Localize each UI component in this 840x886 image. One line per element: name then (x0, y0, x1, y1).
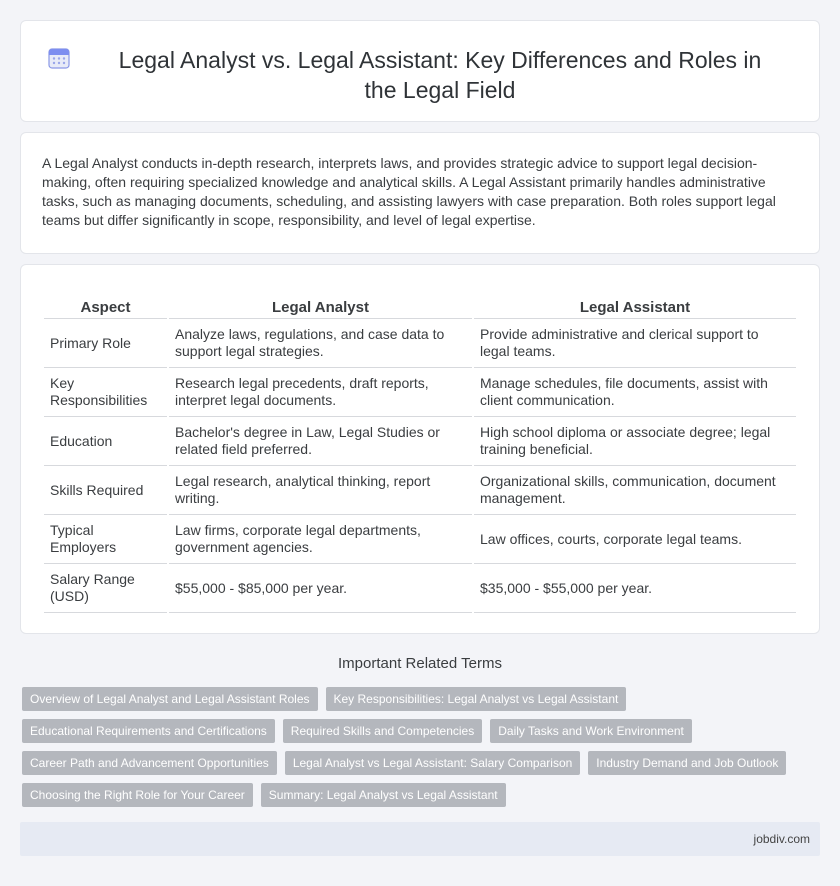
row-aspect: Salary Range (USD) (44, 564, 167, 613)
header-legal-assistant: Legal Assistant (474, 295, 796, 319)
related-tag[interactable]: Industry Demand and Job Outlook (588, 751, 786, 775)
related-tag[interactable]: Required Skills and Competencies (283, 719, 482, 743)
page-title: Legal Analyst vs. Legal Assistant: Key Differences and Roles in the Legal Field (118, 47, 762, 103)
comparison-card (20, 264, 820, 634)
row-analyst: Bachelor's degree in Law, Legal Studies or related field preferred. (169, 417, 472, 466)
table-row (44, 319, 796, 368)
related-tag[interactable]: Career Path and Advancement Opportunities (22, 751, 277, 775)
row-assistant: Organizational skills, communication, document management. (474, 466, 796, 515)
row-analyst: Legal research, analytical thinking, report writing. (169, 466, 472, 515)
related-tag[interactable]: Summary: Legal Analyst vs Legal Assistant (261, 783, 506, 807)
related-terms-tags (22, 687, 802, 807)
row-analyst: Analyze laws, regulations, and case data to support legal strategies. (169, 319, 472, 368)
row-analyst: Law firms, corporate legal departments, government agencies. (169, 515, 472, 564)
footer (20, 822, 820, 856)
table-row (44, 368, 796, 417)
related-terms-title: Important Related Terms (338, 655, 502, 672)
table-row (44, 515, 796, 564)
row-analyst: $55,000 - $85,000 per year. (169, 564, 472, 613)
related-tag[interactable]: Key Responsibilities: Legal Analyst vs Legal Assistant (326, 687, 627, 711)
row-aspect: Primary Role (44, 319, 167, 368)
row-assistant: High school diploma or associate degree; legal training beneficial. (474, 417, 796, 466)
row-aspect: Education (44, 417, 167, 466)
table-row (44, 564, 796, 613)
table-row (44, 417, 796, 466)
table-row (44, 466, 796, 515)
row-aspect: Skills Required (44, 466, 167, 515)
row-analyst: Research legal precedents, draft reports, interpret legal documents. (169, 368, 472, 417)
related-tag[interactable]: Daily Tasks and Work Environment (490, 719, 692, 743)
comparison-table (42, 295, 798, 613)
intro-paragraph: A Legal Analyst conducts in-depth research, interprets laws, and provides strategic advice to support legal decision-making, often requiring specialized knowledge and analytical skills. A Legal Assistant primarily handles administrative tasks, such as managing documents, scheduling, and assisting lawyers with case preparation. Both roles support legal teams but differ significantly in scope, responsibility, and level of legal expertise. (42, 155, 776, 228)
related-tag[interactable]: Legal Analyst vs Legal Assistant: Salary Comparison (285, 751, 580, 775)
intro-card (20, 132, 820, 254)
related-tag[interactable]: Educational Requirements and Certifications (22, 719, 275, 743)
table-header-row (44, 295, 796, 319)
related-tag[interactable]: Choosing the Right Role for Your Career (22, 783, 253, 807)
row-assistant: Manage schedules, file documents, assist with client communication. (474, 368, 796, 417)
header-aspect: Aspect (44, 295, 167, 319)
row-assistant: Law offices, courts, corporate legal teams. (474, 515, 796, 564)
header-legal-analyst: Legal Analyst (169, 295, 472, 319)
row-assistant: Provide administrative and clerical support to legal teams. (474, 319, 796, 368)
related-tag[interactable]: Overview of Legal Analyst and Legal Assistant Roles (22, 687, 318, 711)
site-link[interactable]: jobdiv.com (753, 832, 810, 846)
row-aspect: Typical Employers (44, 515, 167, 564)
row-aspect: Key Responsibilities (44, 368, 167, 417)
row-assistant: $35,000 - $55,000 per year. (474, 564, 796, 613)
header-card (20, 20, 820, 122)
